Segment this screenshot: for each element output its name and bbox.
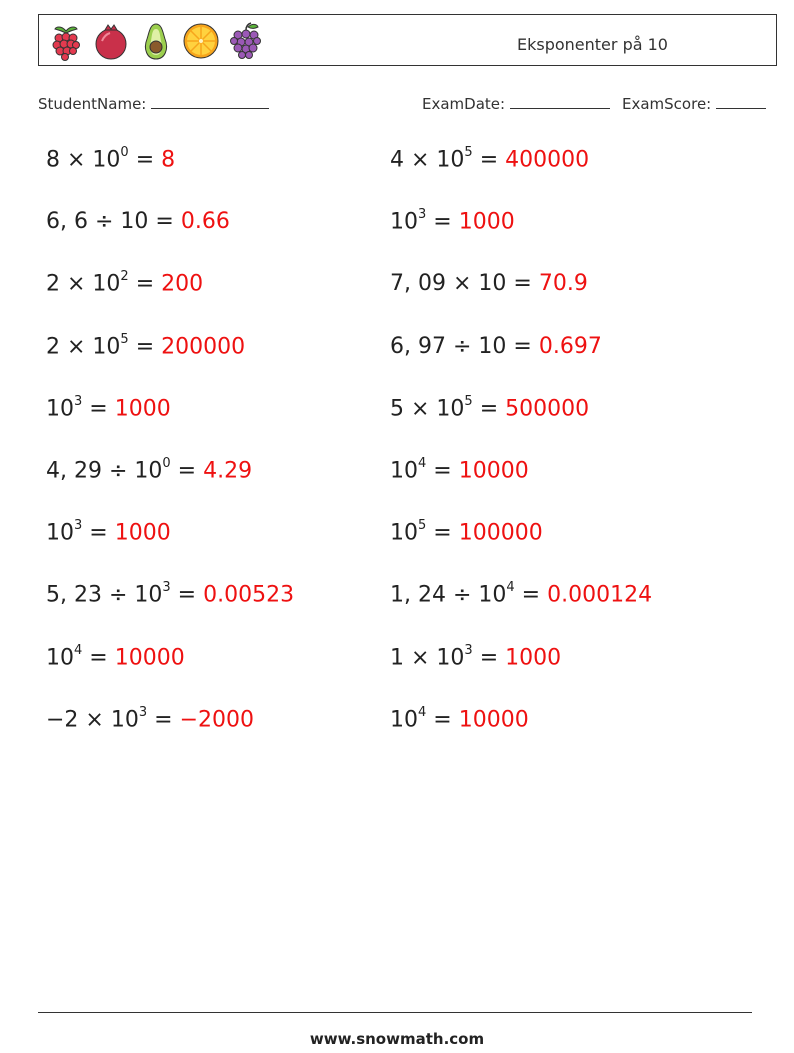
equals-sign: = xyxy=(82,396,115,422)
problem-exponent: 0 xyxy=(120,145,129,160)
problem-expression: 6, 6 ÷ 10 xyxy=(46,209,149,235)
problem-item xyxy=(46,209,230,234)
problem-answer: 0.000124 xyxy=(547,582,653,608)
problem-expression: 10 xyxy=(390,458,418,484)
problem-answer: 500000 xyxy=(505,396,590,422)
problem-item xyxy=(390,704,529,733)
equals-sign: = xyxy=(472,396,506,422)
problem-item xyxy=(390,393,590,422)
equals-sign: = xyxy=(506,271,539,297)
problem-expression: 10 xyxy=(390,520,418,546)
student-name-label: StudentName: xyxy=(38,95,147,113)
problem-answer: 10000 xyxy=(458,707,529,733)
problem-answer: 70.9 xyxy=(538,271,588,297)
problem-item xyxy=(390,582,652,607)
equals-sign: = xyxy=(426,707,459,733)
problem-expression: −2 × 10 xyxy=(46,707,139,733)
student-name-blank[interactable] xyxy=(151,94,269,109)
problem-answer: 1000 xyxy=(458,209,515,235)
equals-sign: = xyxy=(147,707,180,733)
equals-sign: = xyxy=(426,458,459,484)
problem-expression: 10 xyxy=(390,707,418,733)
problem-answer: 1000 xyxy=(505,644,562,670)
problem-expression: 4, 29 ÷ 10 xyxy=(46,458,163,484)
problem-answer: 0.00523 xyxy=(203,582,295,608)
problem-expression: 1, 24 ÷ 10 xyxy=(390,582,507,608)
equals-sign: = xyxy=(514,582,548,608)
problem-answer: 400000 xyxy=(505,147,590,173)
exam-score-field xyxy=(622,94,766,113)
problem-item xyxy=(390,209,515,234)
problem-answer: 8 xyxy=(161,147,176,173)
equals-sign: = xyxy=(506,333,539,359)
problem-exponent: 0 xyxy=(162,456,171,471)
problem-expression: 8 × 10 xyxy=(46,147,121,173)
equals-sign: = xyxy=(472,644,506,670)
exam-score-blank[interactable] xyxy=(716,94,766,109)
header-box xyxy=(38,14,777,66)
problem-exponent: 4 xyxy=(418,456,427,471)
problem-item xyxy=(46,271,203,296)
problem-item xyxy=(46,520,171,545)
equals-sign: = xyxy=(128,147,162,173)
equals-sign: = xyxy=(426,520,459,546)
problem-answer: −2000 xyxy=(179,707,254,733)
grapes-icon xyxy=(227,21,265,61)
pomegranate-icon xyxy=(92,21,130,61)
problem-expression: 2 × 10 xyxy=(46,333,121,359)
problem-exponent: 4 xyxy=(506,580,515,596)
equals-sign: = xyxy=(128,271,162,297)
problem-exponent: 4 xyxy=(74,642,83,658)
problem-answer: 4.29 xyxy=(203,458,253,484)
problem-item xyxy=(390,147,589,172)
problem-expression: 10 xyxy=(46,520,74,546)
problem-answer: 1000 xyxy=(114,396,171,422)
problem-item xyxy=(46,331,246,359)
problem-item xyxy=(46,582,294,607)
equals-sign: = xyxy=(148,209,181,235)
fruit-icons xyxy=(47,21,265,61)
exam-date-label: ExamDate: xyxy=(422,95,506,113)
problem-exponent: 3 xyxy=(74,518,83,534)
problem-item xyxy=(46,704,254,733)
problem-item xyxy=(46,642,185,670)
problem-answer: 0.66 xyxy=(180,209,230,235)
equals-sign: = xyxy=(426,209,459,235)
exam-date-blank[interactable] xyxy=(510,94,610,109)
problem-item xyxy=(46,393,171,422)
problem-expression: 5, 23 ÷ 10 xyxy=(46,582,163,608)
problem-expression: 2 × 10 xyxy=(46,271,121,297)
problem-exponent: 5 xyxy=(418,518,427,534)
problem-exponent: 5 xyxy=(120,331,129,347)
problem-item xyxy=(390,334,602,359)
problem-expression: 10 xyxy=(46,396,74,422)
equals-sign: = xyxy=(170,582,204,608)
raspberry-icon xyxy=(47,21,85,61)
footer-divider xyxy=(38,1012,752,1013)
orange-slice-icon xyxy=(182,21,220,61)
problem-answer: 10000 xyxy=(114,644,185,670)
exam-date-field xyxy=(422,94,610,113)
problem-expression: 6, 97 ÷ 10 xyxy=(390,333,507,359)
problem-item xyxy=(390,271,588,296)
problem-exponent: 3 xyxy=(464,642,473,658)
problem-item xyxy=(46,147,175,172)
student-name-field xyxy=(38,94,269,113)
problem-exponent: 2 xyxy=(120,269,129,285)
problem-answer: 100000 xyxy=(458,520,543,546)
equals-sign: = xyxy=(82,520,115,546)
problem-exponent: 3 xyxy=(74,393,83,409)
problem-answer: 0.697 xyxy=(538,333,602,359)
problem-item xyxy=(390,520,543,545)
problem-answer: 200 xyxy=(161,271,204,297)
problem-exponent: 3 xyxy=(138,704,148,720)
problem-expression: 5 × 10 xyxy=(390,396,465,422)
problem-exponent: 3 xyxy=(162,580,171,596)
equals-sign: = xyxy=(472,147,506,173)
problem-exponent: 3 xyxy=(418,207,427,223)
problem-answer: 1000 xyxy=(114,520,171,546)
footer-website: www.snowmath.com xyxy=(309,1030,485,1048)
problem-item xyxy=(390,642,562,670)
problem-answer: 10000 xyxy=(458,458,529,484)
problem-item xyxy=(46,458,252,483)
problem-exponent: 5 xyxy=(464,145,473,160)
problem-expression: 1 × 10 xyxy=(390,644,465,670)
equals-sign: = xyxy=(170,458,204,484)
problem-expression: 10 xyxy=(390,209,418,235)
exam-score-label: ExamScore: xyxy=(622,95,712,113)
problem-expression: 7, 09 × 10 xyxy=(390,271,507,297)
avocado-icon xyxy=(137,21,175,61)
problem-answer: 200000 xyxy=(161,333,246,359)
problem-expression: 4 × 10 xyxy=(390,147,465,173)
problem-exponent: 4 xyxy=(418,704,427,720)
problem-expression: 10 xyxy=(46,644,74,670)
equals-sign: = xyxy=(128,333,162,359)
problem-exponent: 5 xyxy=(464,393,473,409)
equals-sign: = xyxy=(82,644,115,670)
worksheet-title: Eksponenter på 10 xyxy=(517,35,668,54)
problem-item xyxy=(390,458,529,483)
